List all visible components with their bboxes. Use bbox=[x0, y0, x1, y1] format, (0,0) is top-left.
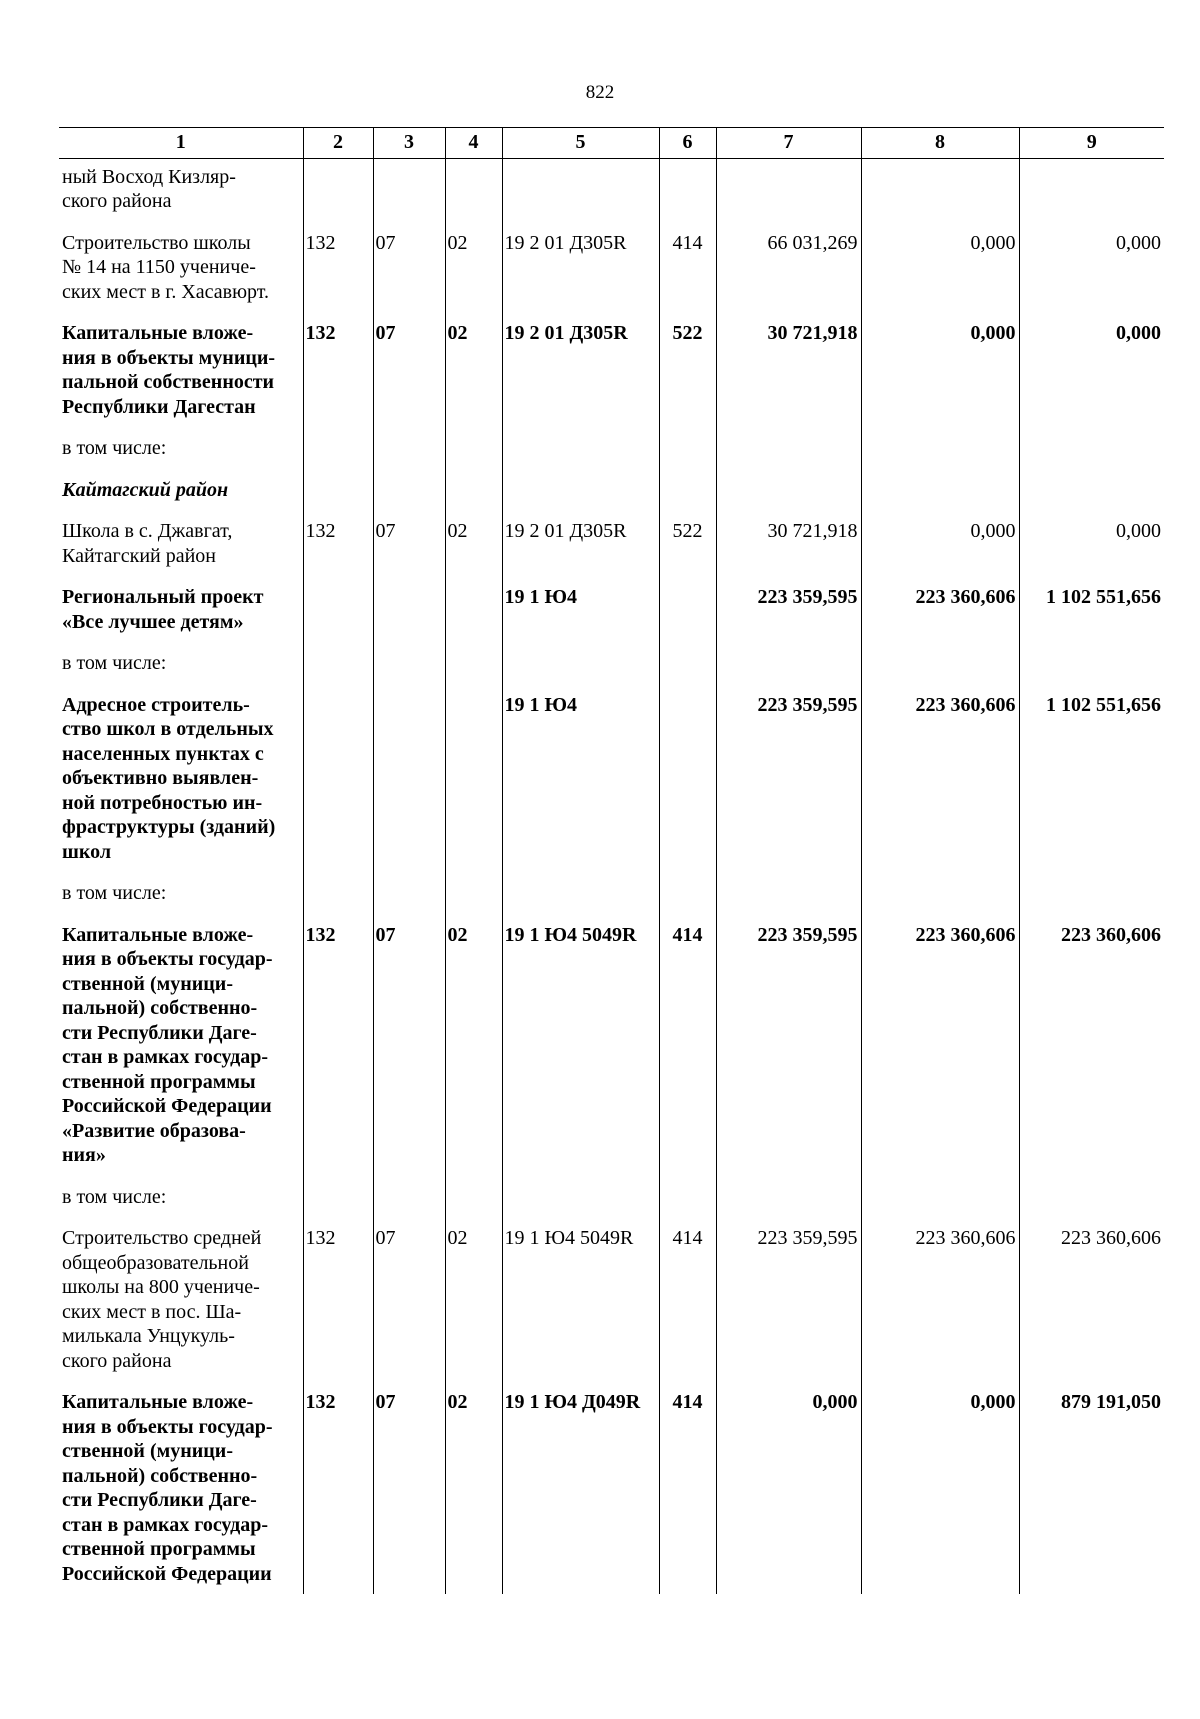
amount-cell-col8: 223 360,606 bbox=[861, 693, 1019, 882]
code-cell-col2: 132 bbox=[303, 321, 373, 436]
amount-cell-col7: 223 359,595 bbox=[716, 923, 861, 1185]
code-cell-col2: 132 bbox=[303, 1226, 373, 1390]
row-description: Строительство средней общеобразовательной школы на 800 учениче- ских мест в пос. Ша- милькала Унцукуль- ского района bbox=[62, 1227, 262, 1372]
expense-type-cell bbox=[659, 1185, 716, 1227]
expense-type-cell: 522 bbox=[659, 519, 716, 585]
code-cell-col2: 132 bbox=[303, 231, 373, 322]
code-cell-col5: 19 1 Ю4 5049R bbox=[502, 923, 659, 1185]
amount-cell-col8: 223 360,606 bbox=[861, 1226, 1019, 1390]
amount-cell-col9 bbox=[1019, 436, 1164, 478]
row-description: Капитальные вложе- ния в объекты государ- ственной (муници- пальной) собственно- сти Республики Даге- стан в рамках государ- ственной программы Российской Федерации bbox=[62, 1391, 273, 1585]
table-row bbox=[59, 158, 1164, 231]
code-cell-col5: 19 1 Ю4 bbox=[502, 693, 659, 882]
table-row bbox=[59, 231, 1164, 322]
code-cell-col4: 02 bbox=[445, 1390, 502, 1594]
amount-cell-col7 bbox=[716, 1185, 861, 1227]
table-row bbox=[59, 478, 1164, 520]
code-cell-col5: 19 2 01 Д305R bbox=[502, 321, 659, 436]
table-row bbox=[59, 1390, 1164, 1594]
row-description: в том числе: bbox=[62, 1185, 167, 1208]
amount-cell-col7: 223 359,595 bbox=[716, 585, 861, 651]
amount-cell-col9 bbox=[1019, 1185, 1164, 1227]
code-cell-col4: 02 bbox=[445, 923, 502, 1185]
code-cell-col4: 02 bbox=[445, 231, 502, 322]
column-header-9: 9 bbox=[1019, 128, 1164, 159]
amount-cell-col7 bbox=[716, 436, 861, 478]
amount-cell-col9: 0,000 bbox=[1019, 231, 1164, 322]
table-row bbox=[59, 693, 1164, 882]
expense-type-cell bbox=[659, 436, 716, 478]
amount-cell-col9 bbox=[1019, 881, 1164, 923]
code-cell-col5 bbox=[502, 436, 659, 478]
amount-cell-col9 bbox=[1019, 651, 1164, 693]
amount-cell-col8 bbox=[861, 158, 1019, 231]
amount-cell-col8 bbox=[861, 478, 1019, 520]
code-cell-col4 bbox=[445, 651, 502, 693]
amount-cell-col8: 223 360,606 bbox=[861, 585, 1019, 651]
code-cell-col2: 132 bbox=[303, 923, 373, 1185]
row-description: Адресное строитель- ство школ в отдельных населенных пунктах с объективно выявлен- ной потребностью ин- фраструктуры (зданий) школ bbox=[62, 693, 276, 863]
code-cell-col3 bbox=[373, 158, 445, 231]
table-row bbox=[59, 1226, 1164, 1390]
code-cell-col4 bbox=[445, 158, 502, 231]
expense-type-cell: 414 bbox=[659, 231, 716, 322]
amount-cell-col9: 0,000 bbox=[1019, 321, 1164, 436]
code-cell-col3 bbox=[373, 881, 445, 923]
expense-type-cell bbox=[659, 693, 716, 882]
code-cell-col5 bbox=[502, 158, 659, 231]
code-cell-col2 bbox=[303, 585, 373, 651]
amount-cell-col7: 66 031,269 bbox=[716, 231, 861, 322]
amount-cell-col8 bbox=[861, 651, 1019, 693]
code-cell-col4 bbox=[445, 478, 502, 520]
table-row bbox=[59, 923, 1164, 1185]
amount-cell-col9: 223 360,606 bbox=[1019, 1226, 1164, 1390]
code-cell-col3 bbox=[373, 585, 445, 651]
column-header-6: 6 bbox=[659, 128, 716, 159]
code-cell-col3: 07 bbox=[373, 231, 445, 322]
amount-cell-col8: 0,000 bbox=[861, 519, 1019, 585]
expense-type-cell bbox=[659, 158, 716, 231]
code-cell-col5: 19 2 01 Д305R bbox=[502, 231, 659, 322]
code-cell-col5: 19 2 01 Д305R bbox=[502, 519, 659, 585]
code-cell-col5: 19 1 Ю4 5049R bbox=[502, 1226, 659, 1390]
code-cell-col4 bbox=[445, 1185, 502, 1227]
row-description: Региональный проект «Все лучшее детям» bbox=[62, 586, 264, 633]
code-cell-col4: 02 bbox=[445, 519, 502, 585]
amount-cell-col8: 223 360,606 bbox=[861, 923, 1019, 1185]
code-cell-col3 bbox=[373, 478, 445, 520]
amount-cell-col9: 223 360,606 bbox=[1019, 923, 1164, 1185]
amount-cell-col9: 0,000 bbox=[1019, 519, 1164, 585]
table-body bbox=[59, 158, 1164, 1594]
column-header-1: 1 bbox=[59, 128, 303, 159]
column-header-4: 4 bbox=[445, 128, 502, 159]
code-cell-col3 bbox=[373, 1185, 445, 1227]
amount-cell-col8: 0,000 bbox=[861, 231, 1019, 322]
expense-type-cell bbox=[659, 478, 716, 520]
amount-cell-col8 bbox=[861, 1185, 1019, 1227]
expense-type-cell bbox=[659, 881, 716, 923]
amount-cell-col7: 223 359,595 bbox=[716, 1226, 861, 1390]
row-description: Кайтагский район bbox=[62, 478, 229, 501]
code-cell-col4 bbox=[445, 436, 502, 478]
code-cell-col2 bbox=[303, 478, 373, 520]
expense-type-cell: 522 bbox=[659, 321, 716, 436]
row-description: в том числе: bbox=[62, 652, 167, 674]
code-cell-col5 bbox=[502, 881, 659, 923]
code-cell-col2: 132 bbox=[303, 519, 373, 585]
column-header-3: 3 bbox=[373, 128, 445, 159]
code-cell-col2 bbox=[303, 436, 373, 478]
code-cell-col2 bbox=[303, 693, 373, 882]
code-cell-col3: 07 bbox=[373, 321, 445, 436]
expense-type-cell bbox=[659, 585, 716, 651]
amount-cell-col9: 1 102 551,656 bbox=[1019, 585, 1164, 651]
table-header bbox=[59, 128, 1164, 159]
code-cell-col4 bbox=[445, 585, 502, 651]
code-cell-col4 bbox=[445, 881, 502, 923]
code-cell-col4 bbox=[445, 693, 502, 882]
column-header-2: 2 bbox=[303, 128, 373, 159]
code-cell-col3: 07 bbox=[373, 1390, 445, 1594]
expense-type-cell: 414 bbox=[659, 1226, 716, 1390]
code-cell-col2 bbox=[303, 1185, 373, 1227]
amount-cell-col9 bbox=[1019, 158, 1164, 231]
amount-cell-col8 bbox=[861, 881, 1019, 923]
table-row bbox=[59, 881, 1164, 923]
table-row bbox=[59, 321, 1164, 436]
code-cell-col3: 07 bbox=[373, 519, 445, 585]
row-description: в том числе: bbox=[62, 882, 167, 904]
code-cell-col2 bbox=[303, 881, 373, 923]
table-row bbox=[59, 585, 1164, 651]
code-cell-col5 bbox=[502, 1185, 659, 1227]
code-cell-col5: 19 1 Ю4 Д049R bbox=[502, 1390, 659, 1594]
code-cell-col3 bbox=[373, 436, 445, 478]
code-cell-col3 bbox=[373, 693, 445, 882]
row-description: ный Восход Кизляр- ского района bbox=[62, 165, 236, 212]
header-row bbox=[59, 128, 1164, 159]
amount-cell-col8: 0,000 bbox=[861, 321, 1019, 436]
table-row bbox=[59, 1185, 1164, 1227]
code-cell-col5 bbox=[502, 651, 659, 693]
table-row bbox=[59, 519, 1164, 585]
expense-type-cell: 414 bbox=[659, 1390, 716, 1594]
budget-table bbox=[59, 127, 1164, 1594]
expense-type-cell bbox=[659, 651, 716, 693]
amount-cell-col7 bbox=[716, 478, 861, 520]
code-cell-col5 bbox=[502, 478, 659, 520]
table-row bbox=[59, 436, 1164, 478]
code-cell-col2: 132 bbox=[303, 1390, 373, 1594]
amount-cell-col8 bbox=[861, 436, 1019, 478]
amount-cell-col9 bbox=[1019, 478, 1164, 520]
column-header-7: 7 bbox=[716, 128, 861, 159]
column-header-5: 5 bbox=[502, 128, 659, 159]
amount-cell-col7: 30 721,918 bbox=[716, 321, 861, 436]
code-cell-col3: 07 bbox=[373, 1226, 445, 1390]
code-cell-col2 bbox=[303, 651, 373, 693]
row-description: Строительство школы № 14 на 1150 учениче- ских мест в г. Хасавюрт. bbox=[62, 231, 270, 303]
code-cell-col5: 19 1 Ю4 bbox=[502, 585, 659, 651]
row-description: Капитальные вложе- ния в объекты государ- ственной (муници- пальной) собственно- сти Республики Даге- стан в рамках государ- ственной программы Российской Федерации «Развитие образова- ния» bbox=[62, 923, 273, 1166]
row-description: в том числе: bbox=[62, 437, 167, 459]
amount-cell-col7 bbox=[716, 881, 861, 923]
amount-cell-col9: 1 102 551,656 bbox=[1019, 693, 1164, 882]
code-cell-col4: 02 bbox=[445, 1226, 502, 1390]
row-description: Капитальные вложе- ния в объекты муници- пальной собственности Республики Дагестан bbox=[62, 322, 276, 418]
amount-cell-col7 bbox=[716, 158, 861, 231]
code-cell-col2 bbox=[303, 158, 373, 231]
amount-cell-col7: 223 359,595 bbox=[716, 693, 861, 882]
table-row bbox=[59, 651, 1164, 693]
amount-cell-col9: 879 191,050 bbox=[1019, 1390, 1164, 1594]
amount-cell-col7: 0,000 bbox=[716, 1390, 861, 1594]
amount-cell-col7: 30 721,918 bbox=[716, 519, 861, 585]
code-cell-col3: 07 bbox=[373, 923, 445, 1185]
row-description: Школа в с. Джавгат, Кайтагский район bbox=[62, 520, 233, 567]
amount-cell-col7 bbox=[716, 651, 861, 693]
amount-cell-col8: 0,000 bbox=[861, 1390, 1019, 1594]
code-cell-col3 bbox=[373, 651, 445, 693]
page-number: 822 bbox=[585, 82, 615, 103]
column-header-8: 8 bbox=[861, 128, 1019, 159]
code-cell-col4: 02 bbox=[445, 321, 502, 436]
expense-type-cell: 414 bbox=[659, 923, 716, 1185]
